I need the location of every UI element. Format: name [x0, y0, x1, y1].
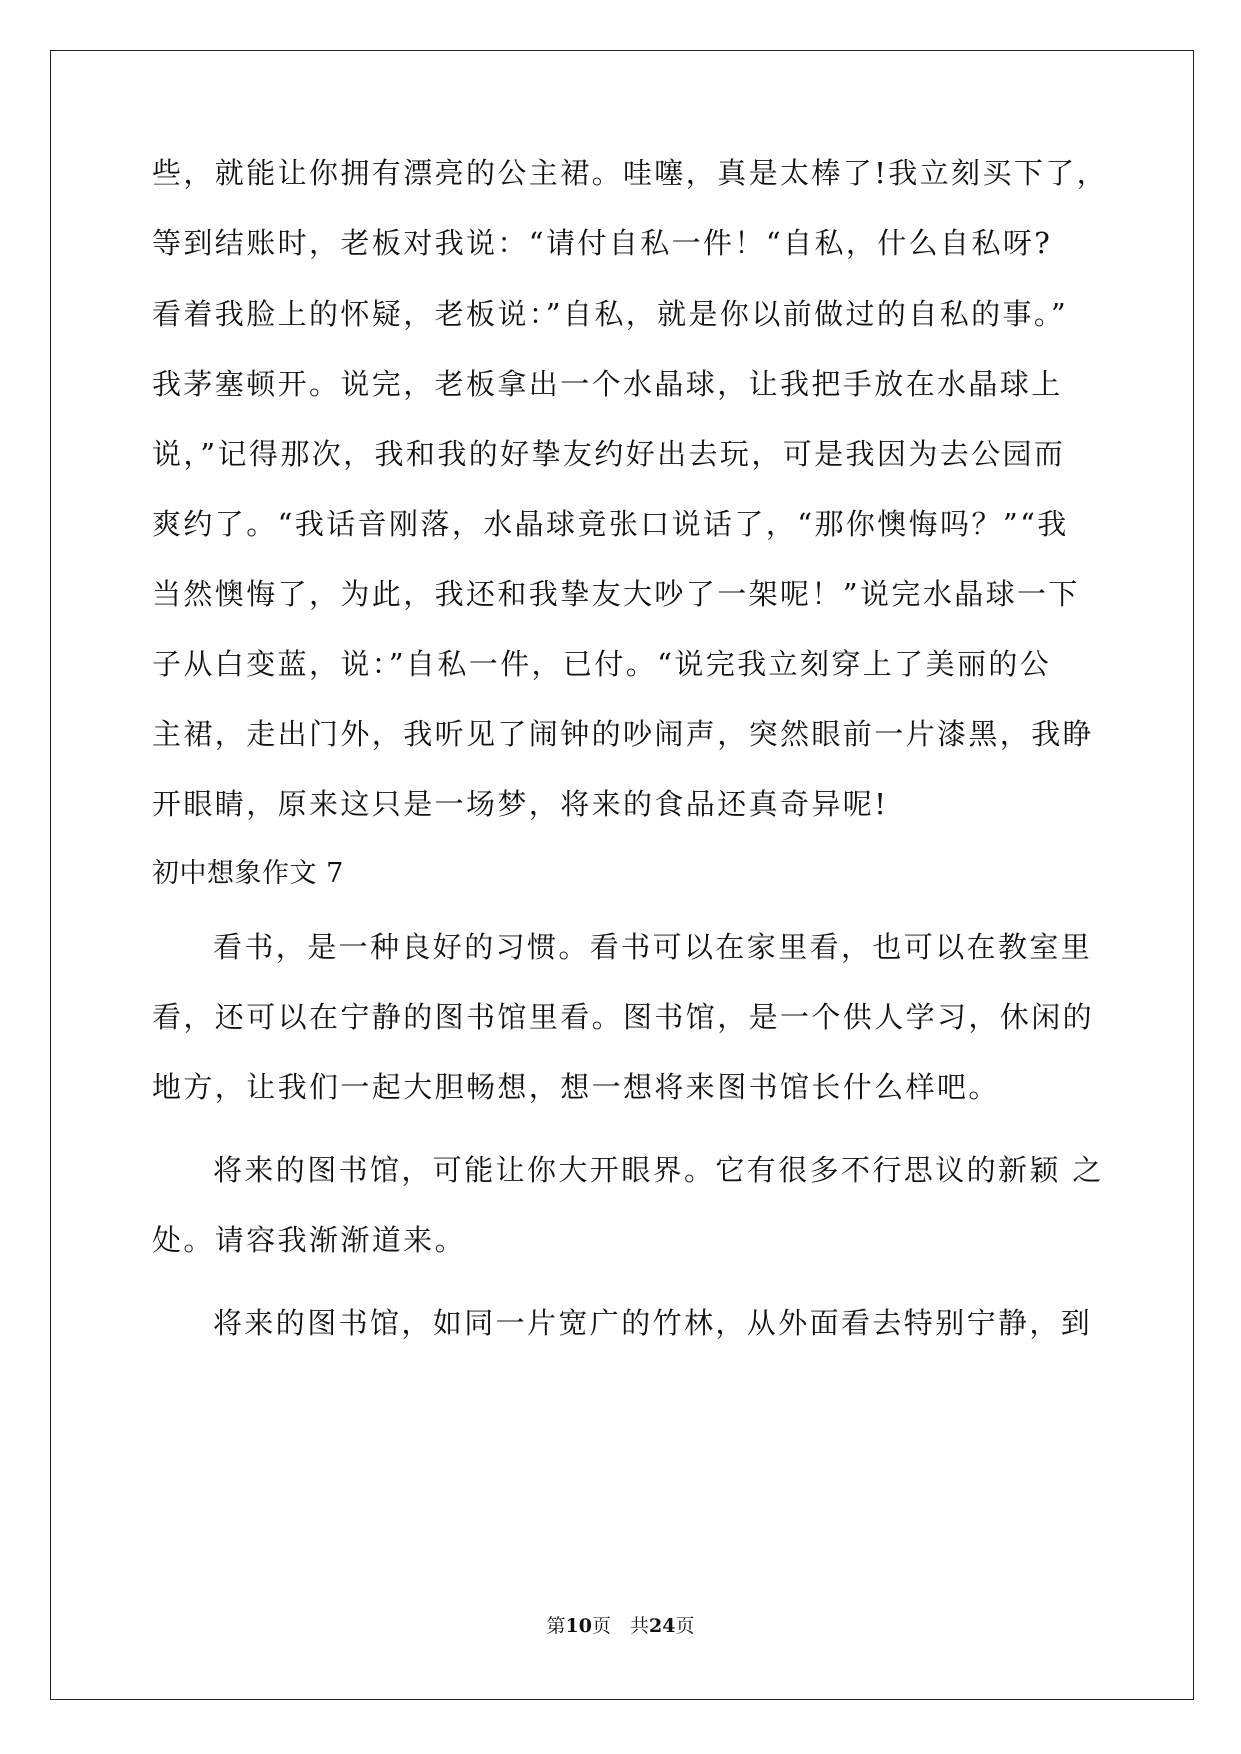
paragraph-line: 看书，是一种良好的习惯。看书可以在家里看，也可以在教室里 — [213, 930, 1093, 964]
footer-middle: 页 共 — [591, 1615, 649, 1637]
paragraph-line: 我茅塞顿开。说完，老板拿出一个水晶球，让我把手放在水晶球上 — [152, 367, 1063, 401]
paragraph-line: 将来的图书馆，可能让你大开眼界。它有很多不行思议的新颖 之 — [213, 1153, 1104, 1187]
footer-page-number: 10 — [565, 1615, 592, 1637]
paragraph-line: 看着我脸上的怀疑，老板说：”自私，就是你以前做过的自私的事。” — [152, 297, 1069, 331]
page-footer — [0, 1614, 1241, 1638]
paragraph-line: 说，”记得那次，我和我的好挚友约好出去玩，可是我因为去公园而 — [152, 437, 1066, 471]
paragraph-line: 主裙，走出门外，我听见了闹钟的吵闹声，突然眼前一片漆黑，我睁 — [152, 717, 1095, 751]
paragraph-line: 爽约了。“我话音刚落，水晶球竟张口说话了，“那你懊悔吗？”“我 — [152, 507, 1069, 541]
paragraph-line: 当然懊悔了，为此，我还和我挚友大吵了一架呢！”说完水晶球一下 — [152, 577, 1080, 611]
paragraph-line: 子从白变蓝，说：”自私一件，已付。“说完我立刻穿上了美丽的公 — [152, 647, 1052, 681]
paragraph-line: 处。请容我渐渐道来。 — [152, 1223, 467, 1257]
footer-suffix: 页 — [675, 1615, 695, 1637]
paragraph-line: 地方，让我们一起大胆畅想，想一想将来图书馆长什么样吧。 — [152, 1070, 1000, 1104]
footer-total-pages: 24 — [649, 1615, 676, 1637]
paragraph-line: 开眼睛，原来这只是一场梦，将来的食品还真奇异呢! — [152, 787, 889, 821]
section-heading: 初中想象作文 7 — [152, 858, 344, 889]
paragraph-line: 等到结账时，老板对我说：“请付自私一件！“自私，什么自私呀? — [152, 226, 1053, 260]
paragraph-line: 看，还可以在宁静的图书馆里看。图书馆，是一个供人学习，休闲的 — [152, 1000, 1095, 1034]
footer-prefix: 第 — [546, 1615, 566, 1637]
paragraph-line: 些，就能让你拥有漂亮的公主裙。哇噻，真是太棒了!我立刻买下了， — [152, 156, 1109, 190]
paragraph-line: 将来的图书馆，如同一片宽广的竹林，从外面看去特别宁静，到 — [213, 1306, 1093, 1340]
